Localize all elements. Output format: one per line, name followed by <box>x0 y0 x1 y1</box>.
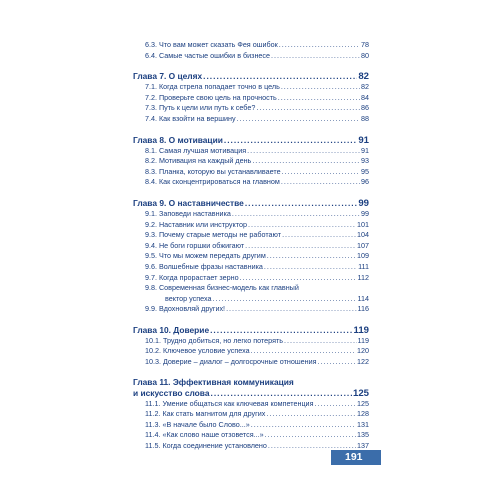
dot-leader <box>245 197 357 209</box>
toc-entry-label: 6.3. Что вам может сказать Фея ошибок <box>145 40 278 49</box>
dot-leader <box>203 70 357 82</box>
table-of-contents <box>133 40 369 452</box>
dot-leader <box>224 134 357 146</box>
toc-entry-page: 112 <box>357 272 369 282</box>
toc-entry-8-1[interactable] <box>133 146 369 157</box>
toc-entry-9-1[interactable] <box>133 209 369 220</box>
toc-entry-page: 109 <box>357 251 369 261</box>
toc-entry-11-3[interactable] <box>133 420 369 431</box>
toc-entry-page: 104 <box>357 230 369 240</box>
toc-entry-9-5[interactable] <box>133 251 369 262</box>
toc-entry-page: 120 <box>357 346 369 356</box>
toc-entry-label: 10.3. Доверие – диалог – долгосрочные отношения <box>145 357 317 367</box>
toc-entry-10-1[interactable] <box>133 336 369 347</box>
dot-leader <box>251 420 356 431</box>
chapter-title: Глава 7. О целях <box>133 71 203 82</box>
toc-entry-page: 111 <box>358 261 369 271</box>
page-number: 191 <box>345 451 363 463</box>
toc-entry-7-2[interactable] <box>133 93 369 104</box>
toc-entry-label: 8.3. Планка, которую вы устанавливаете <box>145 166 281 176</box>
toc-entry-8-4[interactable] <box>133 177 369 188</box>
toc-chapter-7[interactable] <box>133 70 369 82</box>
toc-entry-page: 122 <box>357 357 369 367</box>
dot-leader <box>284 336 357 347</box>
toc-entry-9-3[interactable] <box>133 230 369 241</box>
toc-entry-page: 84 <box>361 92 369 102</box>
toc-chapter-10[interactable] <box>133 324 369 336</box>
toc-entry-10-3[interactable] <box>133 357 369 368</box>
toc-entry-page: 107 <box>357 240 369 250</box>
toc-entry-label: 9.2. Наставник или инструктор <box>145 219 247 229</box>
dot-leader <box>314 399 356 410</box>
toc-entry-label: 7.3. Путь к цели или путь к себе? <box>145 103 256 113</box>
toc-entry-label: 9.1. Заповеди наставника <box>145 208 231 218</box>
dot-leader <box>213 294 357 305</box>
chapter-page: 119 <box>353 324 369 336</box>
chapter-title: Глава 11. Эффективная коммуникация <box>133 376 294 387</box>
toc-chapter-11[interactable] <box>133 377 369 399</box>
toc-entry-page: 96 <box>361 177 369 187</box>
dot-leader <box>240 273 357 284</box>
dot-leader <box>282 167 360 178</box>
toc-entry-page: 95 <box>361 166 369 176</box>
dot-leader <box>247 146 360 157</box>
toc-entry-11-4[interactable] <box>133 430 369 441</box>
toc-entry-11-2[interactable] <box>133 409 369 420</box>
toc-entry-label: 10.1. Трудно добиться, но легко потерять <box>145 335 284 345</box>
toc-entry-9-7[interactable] <box>133 273 369 284</box>
toc-entry-label: 11.4. «Как слово наше отзовется...» <box>145 430 264 440</box>
toc-entry-8-3[interactable] <box>133 167 369 178</box>
toc-entry-label: 11.3. «В начале было Слово...» <box>145 419 250 429</box>
toc-entry-9-9[interactable] <box>133 304 369 315</box>
toc-entry-label: 9.8. Современная бизнес-модель как главный <box>145 283 299 293</box>
toc-entry-label: 8.4. Как сконцентрироваться на главном <box>145 177 280 187</box>
dot-leader <box>264 262 357 273</box>
chapter-title: Глава 9. О наставничестве <box>133 197 244 208</box>
toc-entry-page: 88 <box>361 113 369 123</box>
toc-entry-7-3[interactable] <box>133 103 369 114</box>
toc-entry-6-4[interactable] <box>133 51 369 62</box>
toc-entry-page: 135 <box>357 430 369 440</box>
toc-entry-label: 11.1. Умение общаться как ключевая компетенция <box>145 398 314 408</box>
toc-entry-9-2[interactable] <box>133 220 369 231</box>
toc-entry-page: 128 <box>357 409 369 419</box>
dot-leader <box>281 82 360 93</box>
toc-entry-page: 137 <box>357 441 369 451</box>
toc-entry-label: 9.5. Что мы можем передать другим <box>145 251 266 261</box>
dot-leader <box>318 357 357 368</box>
toc-entry-9-8[interactable] <box>133 283 369 304</box>
dot-leader <box>245 241 356 252</box>
toc-entry-9-6[interactable] <box>133 262 369 273</box>
toc-entry-label: 8.1. Самая лучшая мотивация <box>145 145 247 155</box>
chapter-title: Глава 8. О мотивации <box>133 134 223 145</box>
toc-entry-label: 9.9. Вдохновляй других! <box>145 304 226 314</box>
chapter-page: 91 <box>358 134 369 146</box>
dot-leader <box>282 230 356 241</box>
toc-entry-8-2[interactable] <box>133 156 369 167</box>
toc-entry-label: 9.7. Когда прорастает зерно <box>145 272 239 282</box>
toc-entry-label-cont: вектор успеха <box>165 293 212 303</box>
chapter-page: 125 <box>352 387 369 399</box>
toc-entry-page: 80 <box>361 50 369 60</box>
toc-entry-page: 93 <box>361 156 369 166</box>
toc-entry-page: 116 <box>357 304 369 314</box>
toc-entry-10-2[interactable] <box>133 346 369 357</box>
toc-chapter-8[interactable] <box>133 134 369 146</box>
dot-leader <box>252 156 360 167</box>
toc-entry-page: 86 <box>361 103 369 113</box>
toc-entry-page: 114 <box>357 293 369 303</box>
toc-entry-label: 11.2. Как стать магнитом для других <box>145 409 266 419</box>
dot-leader <box>211 388 352 399</box>
dot-leader <box>278 93 360 104</box>
dot-leader <box>266 409 356 420</box>
dot-leader <box>281 177 360 188</box>
toc-entry-page: 99 <box>361 208 369 218</box>
toc-entry-label: 10.2. Ключевое условие успеха <box>145 346 250 356</box>
toc-entry-page: 119 <box>357 335 369 345</box>
dot-leader <box>279 40 360 51</box>
toc-entry-label: 7.2. Проверьте свою цель на прочность <box>145 92 277 102</box>
dot-leader <box>210 324 352 336</box>
toc-entry-page: 91 <box>361 145 369 155</box>
toc-entry-9-4[interactable] <box>133 241 369 252</box>
toc-entry-label: 7.4. Как взойти на вершину <box>145 113 236 123</box>
toc-entry-label: 9.3. Почему старые методы не работают <box>145 230 282 240</box>
toc-entry-page: 101 <box>357 219 369 229</box>
dot-leader <box>248 220 356 231</box>
dot-leader <box>237 114 360 125</box>
chapter-title: Глава 10. Доверие <box>133 324 210 335</box>
chapter-title-cont: и искусство слова <box>133 387 210 398</box>
toc-entry-7-1[interactable] <box>133 82 369 93</box>
toc-entry-label: 8.2. Мотивация на каждый день <box>145 156 252 166</box>
toc-entry-label: 9.6. Волшебные фразы наставника <box>145 261 263 271</box>
chapter-page: 82 <box>358 71 369 83</box>
dot-leader <box>256 103 360 114</box>
toc-chapter-9[interactable] <box>133 197 369 209</box>
toc-entry-page: 125 <box>357 398 369 408</box>
toc-entry-page: 131 <box>357 419 369 429</box>
dot-leader <box>226 304 356 315</box>
toc-entry-label: 7.1. Когда стрела попадает точно в цель <box>145 82 280 92</box>
toc-entry-page: 78 <box>361 40 369 49</box>
dot-leader <box>251 346 356 357</box>
toc-entry-11-1[interactable] <box>133 399 369 410</box>
toc-entry-label: 9.4. Не боги горшки обжигают <box>145 240 245 250</box>
toc-entry-label: 11.5. Когда соединение установлено <box>145 441 267 451</box>
toc-entry-label: 6.4. Самые частые ошибки в бизнесе <box>145 50 270 60</box>
toc-entry-page: 82 <box>361 82 369 92</box>
chapter-page: 99 <box>358 197 369 209</box>
dot-leader <box>265 430 356 441</box>
toc-entry-7-4[interactable] <box>133 114 369 125</box>
dot-leader <box>271 51 360 62</box>
toc-entry-6-3[interactable] <box>133 40 369 51</box>
dot-leader <box>267 251 356 262</box>
dot-leader <box>232 209 360 220</box>
